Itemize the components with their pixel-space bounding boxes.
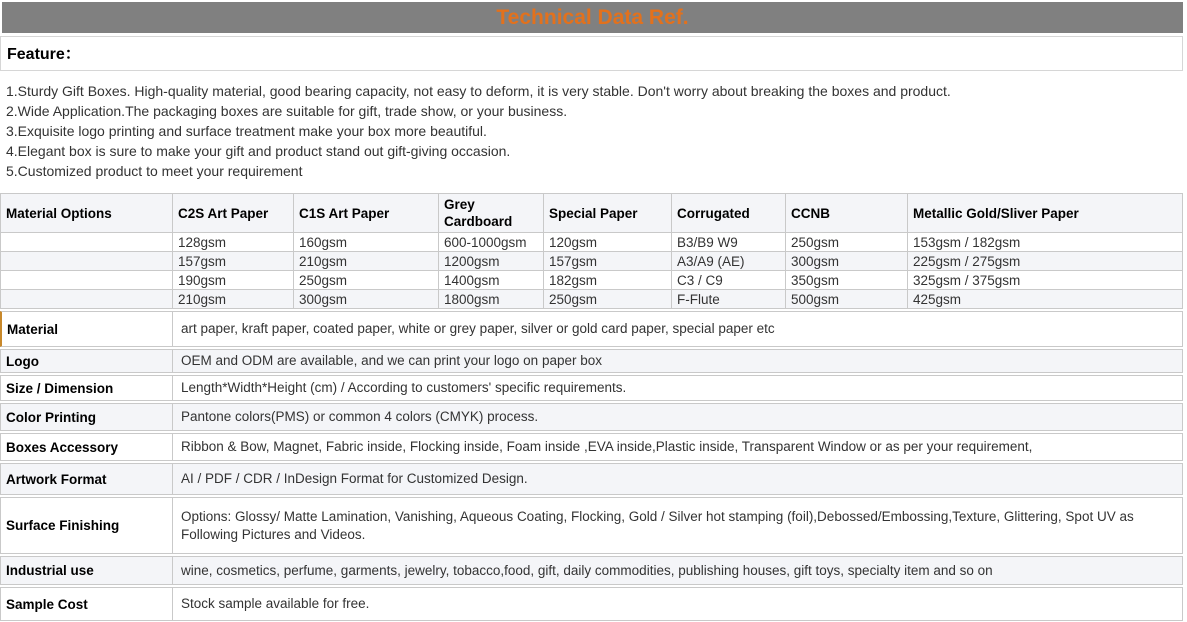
table-cell: 120gsm [544,233,672,252]
spec-value: wine, cosmetics, perfume, garments, jewelry, tobacco,food, gift, daily commodities, publishing houses, gift toys, specialty item and so on [181,562,993,578]
spec-row-industrial-use [0,556,1183,585]
feature-item: 5.Customized product to meet your requirement [6,163,303,179]
table-cell [1,252,173,271]
feature-heading-box [0,36,1183,71]
table-cell: 210gsm [294,252,439,271]
spec-label: Logo [1,350,173,372]
spec-value: Stock sample available for free. [181,596,370,611]
table-cell: 210gsm [173,290,294,309]
column-header-grey-cardboard: Grey Cardboard [439,194,544,233]
page-title: Technical Data Ref. [496,5,689,29]
table-cell: 500gsm [786,290,908,309]
table-cell: 153gsm / 182gsm [908,233,1183,252]
table-cell: 157gsm [544,252,672,271]
table-cell: 1200gsm [439,252,544,271]
spec-label: Sample Cost [1,588,173,620]
table-cell: 1400gsm [439,271,544,290]
spec-value: OEM and ODM are available, and we can print your logo on paper box [181,353,602,368]
spec-label: Size / Dimension [1,376,173,400]
table-cell: 250gsm [786,233,908,252]
column-header-c1s-art-paper: C1S Art Paper [294,194,439,233]
table-cell: 325gsm / 375gsm [908,271,1183,290]
spec-label: Surface Finishing [1,498,173,553]
table-row [1,252,1183,271]
table-cell: 350gsm [786,271,908,290]
spec-row-size-dimension [0,375,1183,401]
feature-list [0,71,1183,193]
materials-table [0,193,1183,309]
feature-item: 3.Exquisite logo printing and surface treatment make your box more beautiful. [6,123,487,139]
table-cell [1,233,173,252]
spec-value: art paper, kraft paper, coated paper, white or grey paper, silver or gold card paper, special paper etc [181,321,775,336]
spec-label: Boxes Accessory [1,434,173,460]
spec-row-boxes-accessory [0,433,1183,461]
table-cell: 425gsm [908,290,1183,309]
feature-item: 1.Sturdy Gift Boxes. High-quality material, good bearing capacity, not easy to deform, it is very stable. Don't worry about breaking the boxes and product. [6,83,951,99]
spec-row-surface-finishing [0,497,1183,554]
table-cell [1,271,173,290]
column-header-special-paper: Special Paper [544,194,672,233]
spec-value: Ribbon & Bow, Magnet, Fabric inside, Flocking inside, Foam inside ,EVA inside,Plastic inside, Transparent Window or as per your requirement, [181,439,1033,454]
table-cell [1,290,173,309]
table-cell: 225gsm / 275gsm [908,252,1183,271]
spec-row-material [0,311,1183,347]
column-header-corrugated: Corrugated [672,194,786,233]
materials-header-row [1,194,1183,233]
table-cell: C3 / C9 [672,271,786,290]
table-cell: 128gsm [173,233,294,252]
table-cell: 250gsm [294,271,439,290]
spec-value: Length*Width*Height (cm) / According to customers' specific requirements. [181,380,627,395]
spec-row-color-printing [0,403,1183,431]
table-cell: 157gsm [173,252,294,271]
spec-label: Artwork Format [1,464,173,494]
table-cell: 300gsm [294,290,439,309]
spec-value: Pantone colors(PMS) or common 4 colors (CMYK) process. [181,409,539,424]
table-row [1,290,1183,309]
table-cell: 250gsm [544,290,672,309]
table-cell: F-Flute [672,290,786,309]
column-header-ccnb: CCNB [786,194,908,233]
column-header-metallic-paper: Metallic Gold/Sliver Paper [908,194,1183,233]
spec-value: Options: Glossy/ Matte Lamination, Vanishing, Aqueous Coating, Flocking, Gold / Silver hot stamping (foil),Debossed/Embossing,Texture, Glittering, Spot UV as Following Pictures and Videos. [181,508,1134,542]
table-row [1,271,1183,290]
spec-label: Material [2,312,173,346]
feature-heading: Feature： [7,46,81,63]
table-cell: 600-1000gsm [439,233,544,252]
column-header-material-options: Material Options [1,194,173,233]
column-header-c2s-art-paper: C2S Art Paper [173,194,294,233]
table-cell: 182gsm [544,271,672,290]
table-cell: 190gsm [173,271,294,290]
table-cell: 300gsm [786,252,908,271]
spec-label: Industrial use [1,557,173,584]
title-bar [2,2,1183,33]
spec-value: AI / PDF / CDR / InDesign Format for Customized Design. [181,471,528,486]
table-cell: 1800gsm [439,290,544,309]
spec-row-sample-cost [0,587,1183,621]
feature-item: 4.Elegant box is sure to make your gift and product stand out gift-giving occasion. [6,143,511,159]
spec-label: Color Printing [1,404,173,430]
table-row [1,233,1183,252]
table-cell: B3/B9 W9 [672,233,786,252]
table-cell: 160gsm [294,233,439,252]
content-area [0,36,1183,621]
feature-item: 2.Wide Application.The packaging boxes are suitable for gift, trade show, or your business. [6,103,568,119]
spec-row-logo [0,349,1183,373]
table-cell: A3/A9 (AE) [672,252,786,271]
spec-row-artwork-format [0,463,1183,495]
